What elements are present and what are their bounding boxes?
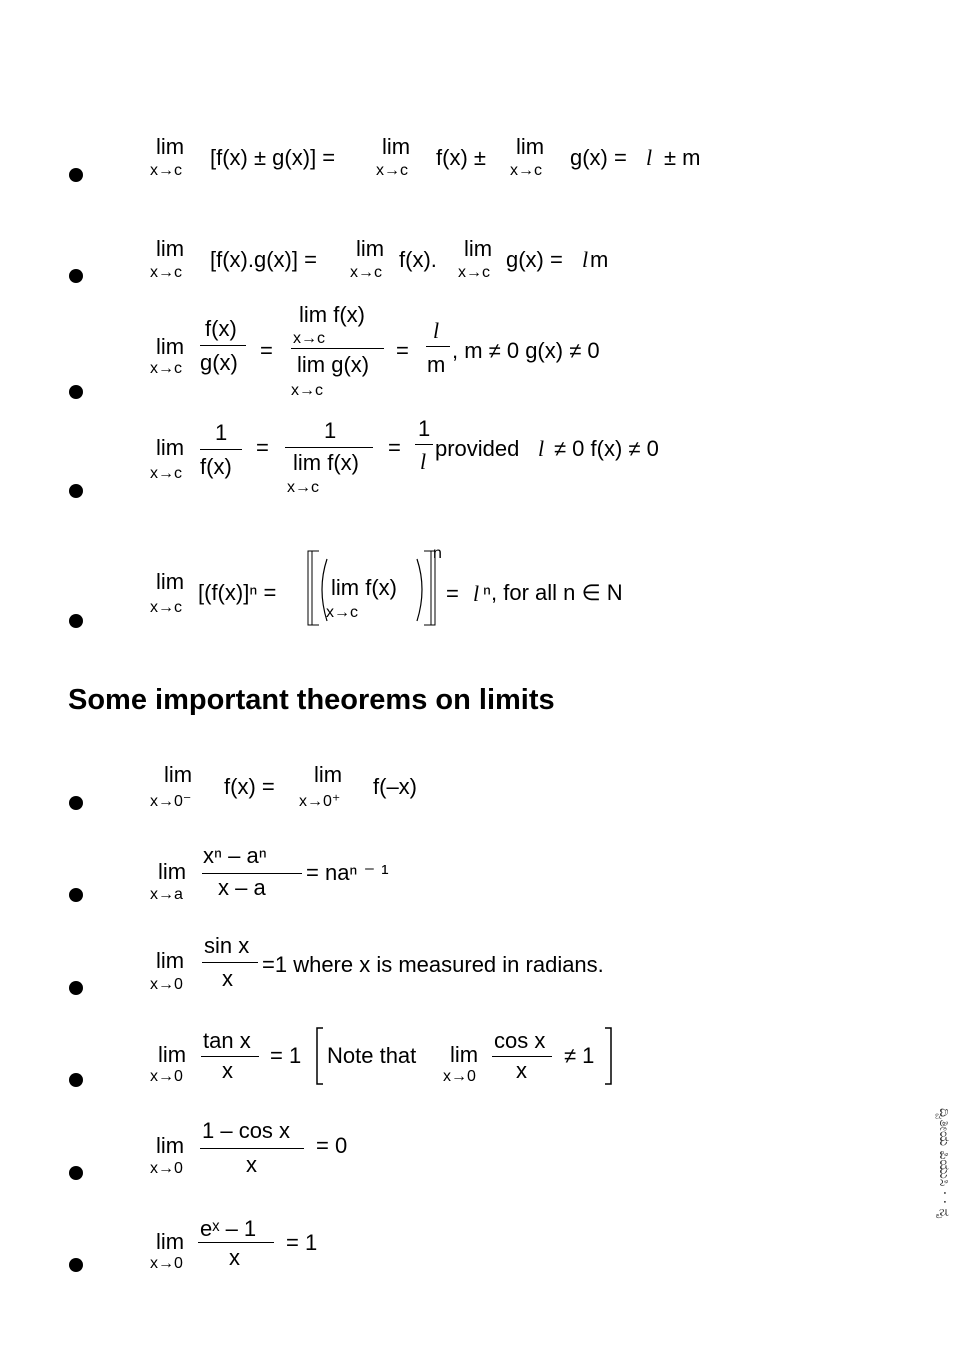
- lim-label: lim: [156, 435, 185, 460]
- expr: f(x) =: [224, 774, 275, 799]
- fraction-denominator: m: [427, 352, 446, 377]
- not-equal: ≠ 1: [564, 1043, 595, 1068]
- fraction-numerator: lim f(x): [299, 302, 365, 327]
- fraction-denominator: lim f(x): [293, 450, 359, 475]
- bullet-5: [69, 614, 83, 628]
- rhs: = 1: [286, 1230, 318, 1255]
- note-text: Note that: [327, 1043, 417, 1068]
- bullet-2: [69, 269, 83, 283]
- fraction-numerator: 1: [215, 420, 228, 445]
- lim-label: lim: [158, 1042, 187, 1067]
- side-watermark-text: ದ್ವಿತೀಯ ಪಿಯುಸಿ · · ನೃ: [936, 1108, 952, 1219]
- fraction-denominator: x – a: [218, 875, 266, 900]
- lim-label: lim: [156, 1229, 185, 1254]
- bullet-7: [69, 888, 83, 902]
- bullet-10: [69, 1166, 83, 1180]
- fraction-denominator: lim g(x): [297, 352, 370, 377]
- lim-label: lim: [156, 134, 185, 159]
- lim-sub: x→c: [150, 465, 182, 482]
- lim-sub: x→0: [150, 1160, 183, 1177]
- lim-sub: x→c: [150, 162, 182, 179]
- condition: , m ≠ 0 g(x) ≠ 0: [452, 338, 600, 363]
- fraction-denominator: x: [516, 1058, 527, 1083]
- fraction-denominator: g(x): [200, 350, 238, 375]
- l-symbol: l: [582, 247, 589, 272]
- lim-sub: x→c: [287, 479, 319, 496]
- lim-sub: x→c: [291, 382, 323, 399]
- bullet-8: [69, 981, 83, 995]
- lim-label: lim: [164, 762, 193, 787]
- lim-label: lim: [156, 1133, 185, 1158]
- fraction-numerator: 1: [324, 418, 337, 443]
- lim-label: lim: [156, 569, 185, 594]
- lim-sub: x→0: [150, 1255, 183, 1272]
- equals: = 1: [270, 1043, 302, 1068]
- lim-sub: x→c: [326, 604, 358, 621]
- lim-label: lim: [464, 236, 493, 261]
- lim-sub: x→a: [150, 886, 183, 903]
- rhs: =1 where x is measured in radians.: [262, 952, 604, 977]
- fraction-numerator: xⁿ – aⁿ: [203, 843, 267, 868]
- lim-sub: x→0: [150, 976, 183, 993]
- lim-sub: x→c: [293, 330, 325, 347]
- rhs: = 0: [316, 1133, 348, 1158]
- equals: =: [260, 338, 273, 363]
- expr: m: [590, 247, 609, 272]
- lim-sub: x→c: [376, 162, 408, 179]
- lim-label: lim: [382, 134, 411, 159]
- equals: =: [446, 581, 459, 606]
- bullet-6: [69, 796, 83, 810]
- fraction-numerator: eˣ – 1: [200, 1216, 257, 1241]
- fraction-denominator: x: [229, 1245, 240, 1270]
- lim-sub: x→c: [350, 264, 382, 281]
- expr: ± m: [664, 145, 701, 170]
- l-symbol: l: [420, 449, 427, 474]
- l-symbol: l: [646, 145, 653, 170]
- expr: ⁿ, for all n ∈ N: [483, 580, 623, 605]
- section-heading: Some important theorems on limits: [68, 684, 555, 716]
- bullet-1: [69, 168, 83, 182]
- fraction-numerator: sin x: [204, 933, 250, 958]
- rhs: = naⁿ ⁻ ¹: [306, 860, 389, 885]
- expr: f(–x): [373, 774, 417, 799]
- expr: g(x) =: [570, 145, 627, 170]
- l-symbol: l: [538, 436, 545, 461]
- l-symbol: l: [433, 318, 440, 343]
- fraction-numerator: f(x): [205, 316, 237, 341]
- expr: [f(x) ± g(x)] =: [210, 145, 336, 170]
- fraction-numerator: tan x: [203, 1028, 251, 1053]
- equals: =: [256, 435, 269, 460]
- lim-label: lim: [314, 762, 343, 787]
- lim-label: lim: [156, 236, 185, 261]
- equals: =: [396, 338, 409, 363]
- lim-sub: x→c: [150, 360, 182, 377]
- bullet-11: [69, 1258, 83, 1272]
- side-watermark: [928, 1108, 960, 1292]
- condition: ≠ 0 f(x) ≠ 0: [554, 436, 659, 461]
- fraction-numerator: cos x: [494, 1028, 546, 1053]
- lim-sub: x→c: [510, 162, 542, 179]
- fraction-denominator: f(x): [200, 454, 232, 479]
- lim-label: lim: [156, 334, 185, 359]
- lim-sub: x→0⁻: [150, 793, 192, 810]
- lim-sub: x→c: [150, 599, 182, 616]
- expr: [(f(x)]ⁿ =: [198, 580, 277, 605]
- expr: f(x) ±: [436, 145, 486, 170]
- bullet-3: [69, 385, 83, 399]
- bullet-9: [69, 1073, 83, 1087]
- inner-lim: lim f(x): [331, 575, 397, 600]
- fraction-numerator: 1 – cos x: [202, 1118, 291, 1143]
- lim-sub: x→0⁺: [299, 793, 341, 810]
- expr: f(x).: [399, 247, 437, 272]
- l-symbol: l: [473, 581, 480, 606]
- lim-label: lim: [356, 236, 385, 261]
- lim-sub: x→c: [458, 264, 490, 281]
- exponent: n: [433, 545, 442, 562]
- fraction-denominator: x: [222, 1058, 233, 1083]
- expr: g(x) =: [506, 247, 563, 272]
- fraction-denominator: x: [222, 966, 233, 991]
- condition: provided: [435, 436, 520, 461]
- fraction-denominator: x: [246, 1152, 257, 1177]
- lim-label: lim: [158, 859, 187, 884]
- expr: [f(x).g(x)] =: [210, 247, 317, 272]
- lim-label: lim: [450, 1042, 479, 1067]
- lim-label: lim: [516, 134, 545, 159]
- equals: =: [388, 435, 401, 460]
- lim-sub: x→0: [443, 1068, 476, 1085]
- bullet-4: [69, 484, 83, 498]
- lim-sub: x→0: [150, 1068, 183, 1085]
- fraction-numerator: 1: [418, 416, 431, 441]
- lim-sub: x→c: [150, 264, 182, 281]
- lim-label: lim: [156, 948, 185, 973]
